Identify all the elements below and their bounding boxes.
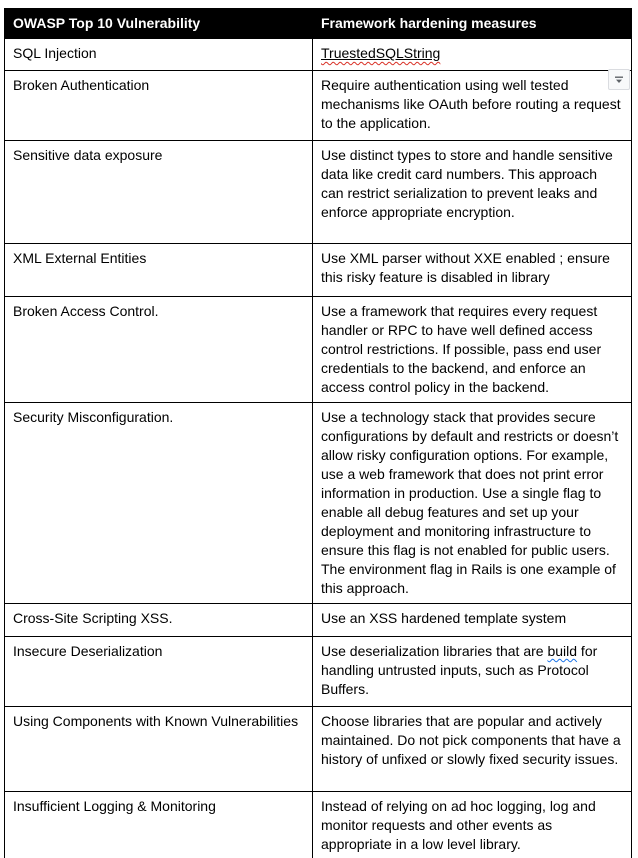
- vulnerability-cell[interactable]: Insufficient Logging & Monitoring: [5, 792, 313, 858]
- dropdown-arrow-icon: [613, 74, 625, 86]
- measure-cell[interactable]: [313, 637, 632, 707]
- grammar-flagged-word[interactable]: build: [547, 643, 578, 659]
- measure-cell[interactable]: Use an XSS hardened template system: [313, 604, 632, 637]
- header-measures[interactable]: Framework hardening measures: [313, 9, 632, 39]
- table-header-row: [5, 9, 632, 39]
- vulnerability-cell[interactable]: XML External Entities: [5, 244, 313, 297]
- table-row-insufficient-logging: [5, 792, 632, 858]
- table-row-sql-injection: [5, 39, 632, 71]
- measure-cell[interactable]: Choose libraries that are popular and actively maintained. Do not pick components that have a history of unfixed or slowly fixed security issues.: [313, 707, 632, 792]
- measure-cell[interactable]: Require authentication using well tested mechanisms like OAuth before routing a request to the application.: [313, 71, 632, 141]
- vulnerability-cell[interactable]: Insecure Deserialization: [5, 637, 313, 707]
- misspelled-word[interactable]: TruestedSQLString: [321, 45, 441, 61]
- vulnerability-cell[interactable]: Using Components with Known Vulnerabilities: [5, 707, 313, 792]
- measure-cell[interactable]: Use a technology stack that provides secure configurations by default and restricts or doesn’t allow risky configuration options. For example, use a web framework that does not print error information in production. Use a single flag to enable all debug features and set up your deployment and monitoring infrastructure to ensure this flag is not enabled for public users. The environment flag in Rails is one example of this approach.: [313, 403, 632, 604]
- table-dropdown-button[interactable]: [608, 69, 630, 90]
- underlined-text: [321, 45, 440, 61]
- vulnerability-cell[interactable]: SQL Injection: [5, 39, 313, 71]
- measure-cell[interactable]: [313, 39, 632, 71]
- measure-cell[interactable]: Use a framework that requires every request handler or RPC to have well defined access control restrictions. If possible, pass end user credentials to the backend, and enforce an access control policy in the backend.: [313, 297, 632, 403]
- vulnerability-cell[interactable]: Broken Authentication: [5, 71, 313, 141]
- measure-cell[interactable]: Use XML parser without XXE enabled ; ensure this risky feature is disabled in library: [313, 244, 632, 297]
- measure-text: for handling untrusted inputs, such as Protocol Buffers.: [321, 643, 598, 697]
- vulnerability-cell[interactable]: Sensitive data exposure: [5, 141, 313, 244]
- table-row-insecure-deserialization: [5, 637, 632, 707]
- table-row-xml-external-entities: [5, 244, 632, 297]
- table-row-security-misconfiguration: [5, 403, 632, 604]
- table-row-known-vulnerable-components: [5, 707, 632, 792]
- table-row-xss: [5, 604, 632, 637]
- owasp-hardening-table: [4, 8, 632, 858]
- header-vulnerability[interactable]: OWASP Top 10 Vulnerability: [5, 9, 313, 39]
- vulnerability-cell[interactable]: Cross-Site Scripting XSS.: [5, 604, 313, 637]
- vulnerability-cell[interactable]: Broken Access Control.: [5, 297, 313, 403]
- table-row-sensitive-data-exposure: [5, 141, 632, 244]
- vulnerability-cell[interactable]: Security Misconfiguration.: [5, 403, 313, 604]
- table-row-broken-access-control: [5, 297, 632, 403]
- measure-cell[interactable]: Instead of relying on ad hoc logging, log and monitor requests and other events as appropriate in a low level library.: [313, 792, 632, 858]
- measure-text: Use deserialization libraries that are: [321, 643, 548, 659]
- table-row-broken-authentication: [5, 71, 632, 141]
- measure-cell[interactable]: Use distinct types to store and handle sensitive data like credit card numbers. This approach can restrict serialization to prevent leaks and enforce appropriate encryption.: [313, 141, 632, 244]
